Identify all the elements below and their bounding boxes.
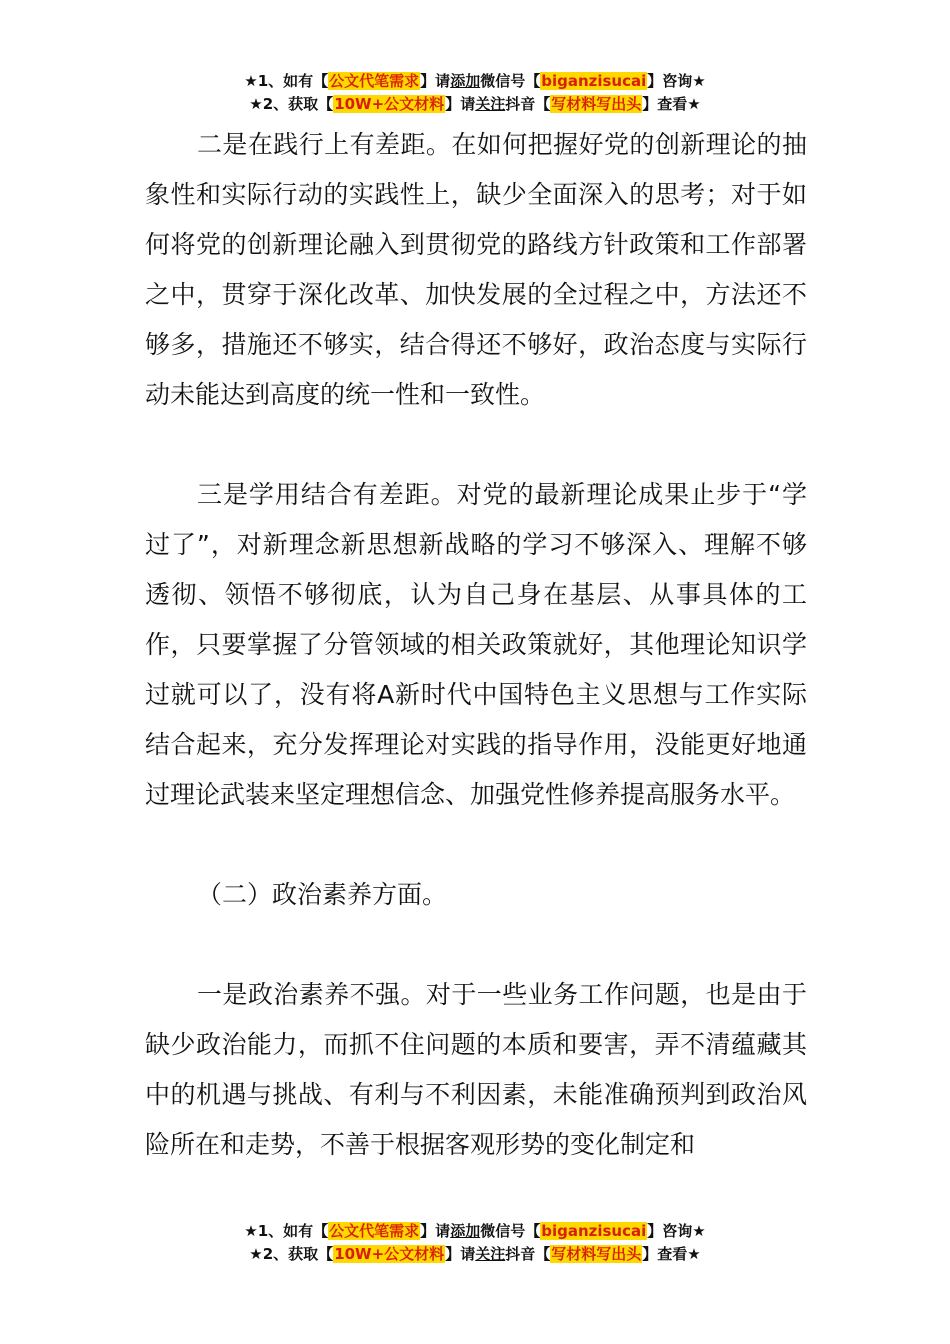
banner-text: 】查看★ <box>642 1245 701 1263</box>
banner-text: 抖音【 <box>505 95 551 113</box>
banner-text: 】咨询★ <box>647 72 706 90</box>
highlight-text: 10W+公文材料 <box>334 1245 445 1263</box>
banner-text: 微信号【 <box>480 72 541 90</box>
banner-line-2 <box>0 95 950 113</box>
highlight-text: biganzisucai <box>541 1222 647 1240</box>
section-heading: （二）政治素养方面。 <box>197 880 448 909</box>
highlight-text: 10W+公文材料 <box>334 95 445 113</box>
banner-text: 】请 <box>445 95 476 113</box>
paragraph: 一是政治素养不强。对于一些业务工作问题，也是由于缺少政治能力，而抓不住问题的本质和要害，弄不清蕴藏其中的机遇与挑战、有利与不利因素，未能准确预判到政治风险所在和走势，不善于根据客观形势的变化制定和 <box>145 980 807 1159</box>
paragraph: 三是学用结合有差距。对党的最新理论成果止步于“学过了”，对新理念新思想新战略的学习不够深入、理解不够透彻、领悟不够彻底，认为自己身在基层、从事具体的工作，只要掌握了分管领域的相关政策就好，其他理论知识学过就可以了，没有将A新时代中国特色主义思想与工作实际结合起来，充分发挥理论对实践的指导作用，没能更好地通过理论武装来坚定理想信念、加强党性修养提高服务水平。 <box>145 480 807 809</box>
banner-text: ★1、如有【 <box>244 72 329 90</box>
underlined-text: 关注 <box>475 1245 506 1263</box>
banner-text: 】咨询★ <box>647 1222 706 1240</box>
banner-line-1 <box>0 72 950 90</box>
paragraph-gap <box>145 820 807 870</box>
banner-line-2 <box>0 1245 950 1263</box>
banner-text: ★2、获取【 <box>249 95 334 113</box>
banner-text: 抖音【 <box>505 1245 551 1263</box>
banner-text: 】请 <box>420 72 451 90</box>
banner-text: ★2、获取【 <box>249 1245 334 1263</box>
banner-text: 微信号【 <box>480 1222 541 1240</box>
document-body <box>145 120 807 1170</box>
highlight-text: biganzisucai <box>541 72 647 90</box>
highlight-text: 公文代笔需求 <box>329 1222 420 1240</box>
paragraph-gap <box>145 920 807 970</box>
underlined-text: 关注 <box>475 95 506 113</box>
highlight-text: 写材料写出头 <box>551 95 642 113</box>
paragraph-gap <box>145 420 807 470</box>
paragraph: 二是在践行上有差距。在如何把握好党的创新理论的抽象性和实际行动的实践性上，缺少全面深入的思考；对于如何将党的创新理论融入到贯彻党的路线方针政策和工作部署之中，贯穿于深化改革、加快发展的全过程之中，方法还不够多，措施还不够实，结合得还不够好，政治态度与实际行动未能达到高度的统一性和一致性。 <box>145 130 807 409</box>
banner-text: 】请 <box>445 1245 476 1263</box>
underlined-text: 添加 <box>450 1222 481 1240</box>
underlined-text: 添加 <box>450 72 481 90</box>
banner-line-1 <box>0 1222 950 1240</box>
highlight-text: 公文代笔需求 <box>329 72 420 90</box>
top-banner <box>0 72 950 113</box>
bottom-banner <box>0 1222 950 1263</box>
highlight-text: 写材料写出头 <box>551 1245 642 1263</box>
banner-text: 】请 <box>420 1222 451 1240</box>
banner-text: 】查看★ <box>642 95 701 113</box>
banner-text: ★1、如有【 <box>244 1222 329 1240</box>
